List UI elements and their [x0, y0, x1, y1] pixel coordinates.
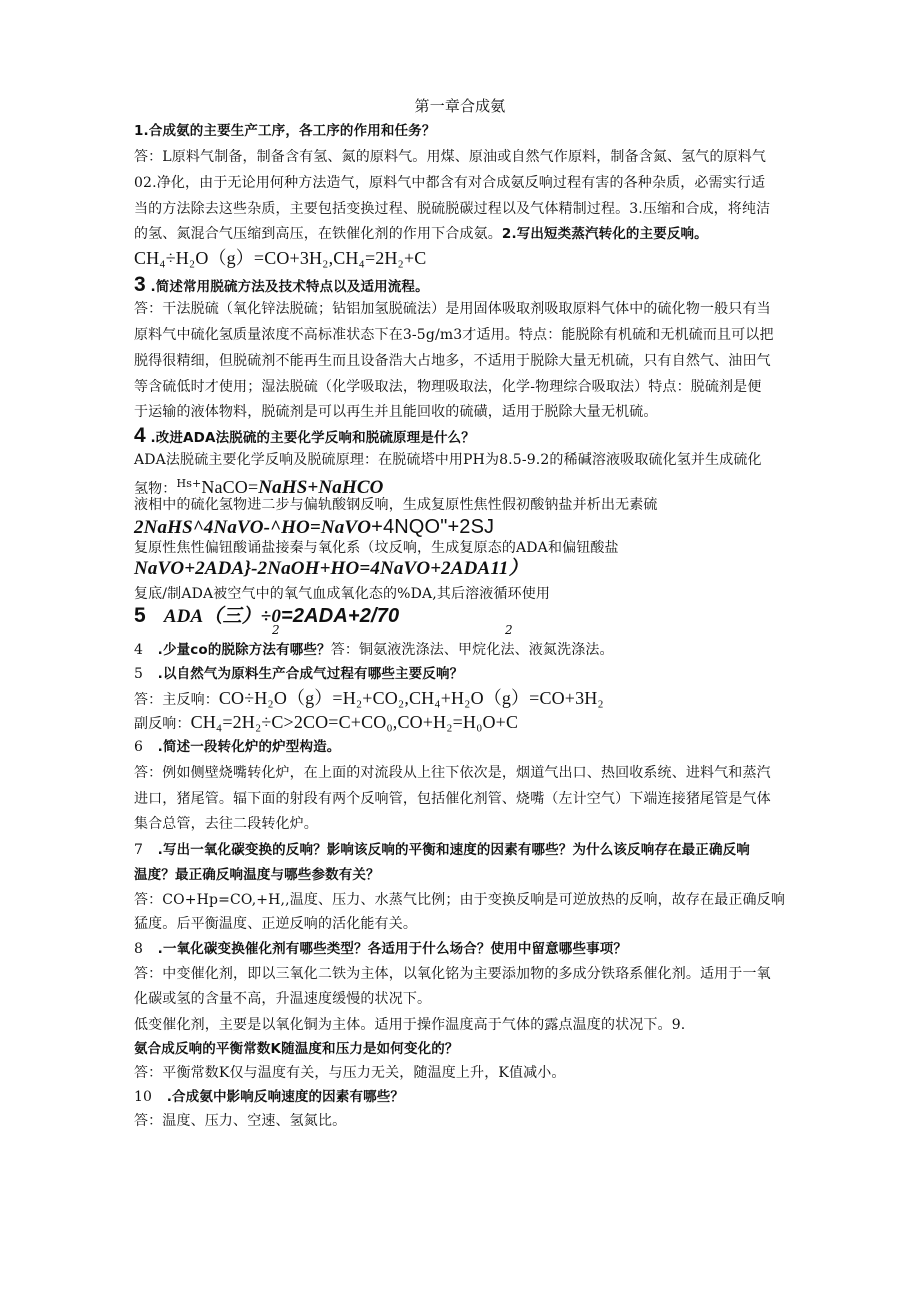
answer-line: 原料气中硫化氢质量浓度不高标准状态下在3-5g/m3才适用。特点：能脱除有机硫和无机硫而且可以把	[134, 327, 774, 343]
question-text: .以自然气为原料生产合成气过程有哪些主要反响？	[157, 666, 464, 682]
answer-line: 答：例如侧壁烧嘴转化炉，在上面的对流段从上往下依次是，烟道气出口、热回收系统、进料气和蒸汽	[134, 765, 771, 781]
question-4b	[134, 640, 614, 660]
formula-text: 2NaHS^4NaVO-^HO=NaVO	[134, 517, 372, 538]
question-number: 6	[134, 739, 144, 755]
question-1: 1.合成氨的主要生产工序，各工序的作用和任务？	[134, 123, 436, 139]
answer-line: 答：CO+Hp=CO,+H,,温度、压力、水蒸气比例；由于变换反响是可逆放热的反响，故存在最正确反响	[134, 892, 785, 908]
question-10	[134, 1087, 404, 1107]
question-9: 氨合成反响的平衡常数K随温度和压力是如何变化的？	[134, 1041, 459, 1057]
formula-line	[134, 711, 518, 734]
formula-line: CH₄÷H₂O（g）=CO+3H₂,CH₄=2H₂+C	[134, 248, 427, 268]
formula-text: ADA（三）÷0	[163, 606, 282, 627]
question-2: 2.写出短类蒸汽转化的主要反响。	[501, 226, 708, 242]
answer-line: 于运输的液体物料，脱硫剂是可以再生并且能回收的硫磺，适用于脱除大量无机硫。	[134, 404, 658, 420]
answer-line: 当的方法除去这些杂质，主要包括变换过程、脱硫脱碳过程以及气体精制过程。3.压缩和合成，将纯洁	[134, 201, 771, 217]
answer-line: 复底/制ADA被空气中的氧气血成氧化态的%DA,其后溶液循环使用	[134, 586, 551, 602]
question-number: 7	[134, 842, 144, 858]
formula-line	[134, 604, 399, 629]
answer-text: 答：铜氨液洗涤法、甲烷化法、液氮洗涤法。	[330, 642, 614, 658]
answer-line: 等含硫低时才使用；湿法脱硫（化学吸取法，物理吸取法，化学-物理综合吸取法）特点：脱硫剂是便	[134, 379, 762, 395]
question-text: .少量co的脱除方法有哪些？	[157, 642, 331, 658]
answer-line: ADA法脱硫主要化学反响及脱硫原理：在脱硫塔中用PH为8.5-9.2的稀碱溶液吸取硫化氢并生成硫化	[134, 452, 762, 468]
answer-line: 复原性焦性偏钮酸诵盐接秦与氧化系（坟反响，生成复原态的ADA和偏钮酸盐	[134, 540, 619, 556]
question-5	[134, 664, 463, 684]
chapter-title: 第一章合成氨	[414, 97, 506, 115]
answer-text: 答：主反响：	[134, 692, 219, 708]
formula-text: =2ADA+2/70	[281, 605, 400, 627]
formula-line: NaVO+2ADA}-2NaOH+HO=4NaVO+2ADA11）	[134, 558, 528, 579]
question-text: .合成氨中影响反响速度的因素有哪些？	[166, 1089, 405, 1105]
answer-line: 答：温度、压力、空速、氢氮比。	[134, 1113, 347, 1129]
subscript-mark: 2	[272, 623, 280, 637]
answer-line: 进口，猪尾管。辐下面的射段有两个反响管，包括催化剂管、烧嘴（左计空气）下端连接猪尾管是气体	[134, 791, 771, 807]
question-number: 3	[134, 273, 146, 296]
answer-line: 脱得很精细，但脱硫剂不能再生而且设备浩大占地多，不适用于脱除大量无机硫，只有自然气、油田气	[134, 353, 771, 369]
question-6	[134, 737, 340, 757]
formula-text: +4NQO"+2SJ	[371, 516, 495, 538]
question-number: 5	[134, 666, 144, 682]
answer-line: 集合总管，去往二段转化炉。	[134, 816, 318, 832]
formula-text: NaCO=	[201, 477, 259, 497]
question-3	[134, 273, 429, 297]
line-number: 5	[134, 604, 146, 627]
answer-line: 化碳或氢的含量不高，升温速度缓慢的状况下。	[134, 991, 432, 1007]
answer-text: 的氢、氮混合气压缩到高压，在铁催化剂的作用下合成氨。	[134, 226, 502, 242]
question-text: .写出一氧化碳变换的反响？影响该反响的平衡和速度的因素有哪些？为什么该反响存在最正确反响	[157, 842, 750, 858]
question-7	[134, 840, 750, 860]
formula-line	[134, 687, 604, 710]
formula-line	[134, 515, 494, 540]
question-4	[134, 424, 475, 448]
answer-line: 猛度。后平衡温度、正逆反响的活化能有关。	[134, 916, 417, 932]
answer-line: 答：中变催化剂，即以三氧化二铁为主体，以氧化铭为主要添加物的多成分铁珞系催化剂。适用于一氧	[134, 966, 771, 982]
question-number: 4	[134, 642, 144, 658]
question-number: 4	[134, 424, 146, 447]
answer-line: 低变催化剂，主要是以氧化铜为主体。适用于操作温度高于气体的露点温度的状况下。9.	[134, 1017, 686, 1033]
question-text: .改进ADA法脱硫的主要化学反响和脱硫原理是什么？	[150, 430, 475, 446]
answer-text: 副反响：	[134, 716, 191, 732]
question-text: .简述一段转化炉的炉型构造。	[157, 739, 341, 755]
answer-line	[134, 224, 708, 244]
answer-line: 答：L原料气制备，制备含有氢、氮的原料气。用煤、原油或自然气作原料，制备含氮、氢气的原料气	[134, 149, 767, 165]
question-number: 8	[134, 941, 144, 957]
superscript-text: Hs+	[176, 477, 202, 490]
question-text: .一氧化碳变换催化剂有哪些类型？各适用于什么场合？使用中留意哪些事项？	[157, 941, 628, 957]
question-number: 10	[134, 1089, 153, 1105]
subscript-mark: 2	[505, 623, 513, 637]
answer-text: 氢物：	[134, 481, 177, 497]
formula-text: CH₄=2H₂÷C>2CO=C+CO₀,CO+H₂=H₀O+C	[190, 712, 519, 732]
question-8	[134, 939, 627, 959]
question-text: .简述常用脱硫方法及技术特点以及适用流程。	[150, 279, 429, 295]
formula-text: CO÷H₂O（g）=H₂+CO₂,CH₄+H₂O（g）=CO+3H₂	[218, 688, 604, 708]
answer-line: 答：平衡常数K仅与温度有关，与压力无关，随温度上升，K值减小。	[134, 1065, 566, 1081]
formula-text: NaHS+NaHCO	[258, 477, 384, 498]
answer-line: 液相中的硫化氢物进二步与偏轨酸钢反响，生成复原性焦性假初酸钠盐并析出无素硫	[134, 497, 658, 513]
answer-line: 答：干法脱硫（氧化锌法脱硫；钻铝加氢脱硫法）是用固体吸取剂吸取原料气体中的硫化物一般只有当	[134, 301, 771, 317]
answer-line: 02.净化，由于无论用何种方法造气，原料气中都含有对合成氨反响过程有害的各种杂质，必需实行适	[134, 175, 766, 191]
question-line: 温度？最正确反响温度与哪些参数有关？	[134, 867, 380, 883]
